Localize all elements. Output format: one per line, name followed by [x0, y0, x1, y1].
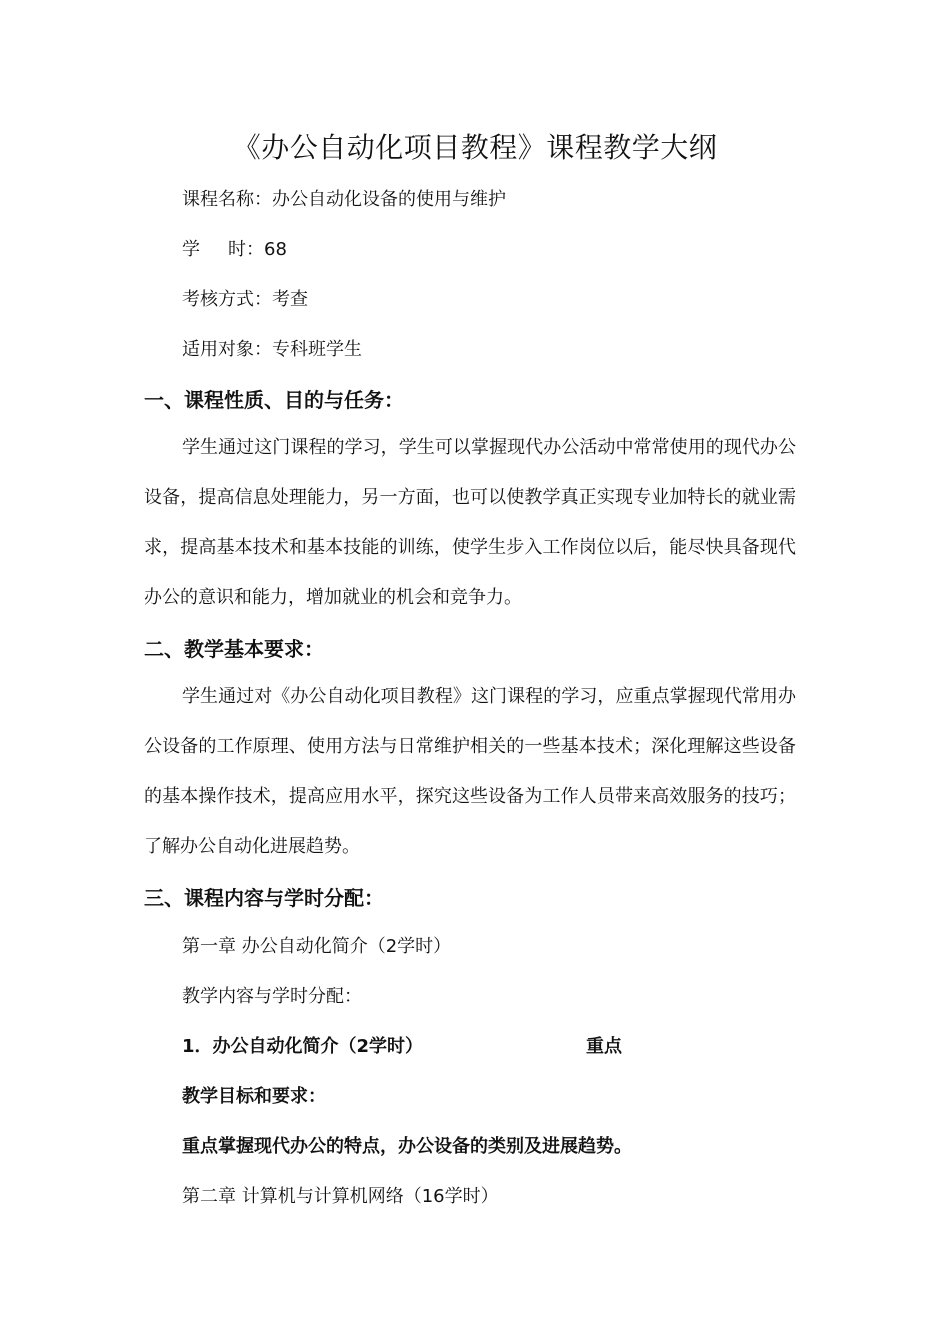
hours-line — [182, 236, 287, 264]
hours-label-part-a: 学 — [182, 239, 200, 260]
section-1-heading: 一、课程性质、目的与任务： — [144, 388, 404, 412]
section-1-body: 学生通过这门课程的学习，学生可以掌握现代办公活动中常常使用的现代办公设备，提高信息处理能力，另一方面，也可以使教学真正实现专业加特长的就业需求，提高基本技术和基本技能的训练，使学生步入工作岗位以后，能尽快具备现代办公的意识和能力，增加就业的机会和竞争力。 — [144, 437, 796, 608]
hours-label-part-b: 时：68 — [228, 239, 287, 260]
assessment-line: 考核方式：考查 — [182, 289, 308, 310]
document-title: 《办公自动化项目教程》课程教学大纲 — [232, 131, 718, 164]
course-name-line: 课程名称：办公自动化设备的使用与维护 — [182, 189, 506, 210]
goals-label: 教学目标和要求： — [182, 1086, 326, 1107]
section-3-heading: 三、课程内容与学时分配： — [144, 886, 384, 910]
goals-text: 重点掌握现代办公的特点，办公设备的类别及进展趋势。 — [182, 1136, 632, 1157]
chapter-1-title: 第一章 办公自动化简介（2学时） — [182, 936, 452, 957]
audience-line: 适用对象：专科班学生 — [182, 339, 362, 360]
chapter-2-title: 第二章 计算机与计算机网络（16学时） — [182, 1186, 499, 1207]
section-2-heading: 二、教学基本要求： — [144, 637, 324, 661]
content-allocation-label: 教学内容与学时分配： — [182, 986, 362, 1007]
item-1-key-label: 重点 — [586, 1036, 622, 1057]
section-2-body: 学生通过对《办公自动化项目教程》这门课程的学习，应重点掌握现代常用办公设备的工作原理、使用方法与日常维护相关的一些基本技术；深化理解这些设备的基本操作技术，提高应用水平，探究这些设备为工作人员带来高效服务的技巧；了解办公自动化进展趋势。 — [144, 686, 796, 857]
item-1-title: 1．办公自动化简介（2学时） — [182, 1036, 424, 1057]
